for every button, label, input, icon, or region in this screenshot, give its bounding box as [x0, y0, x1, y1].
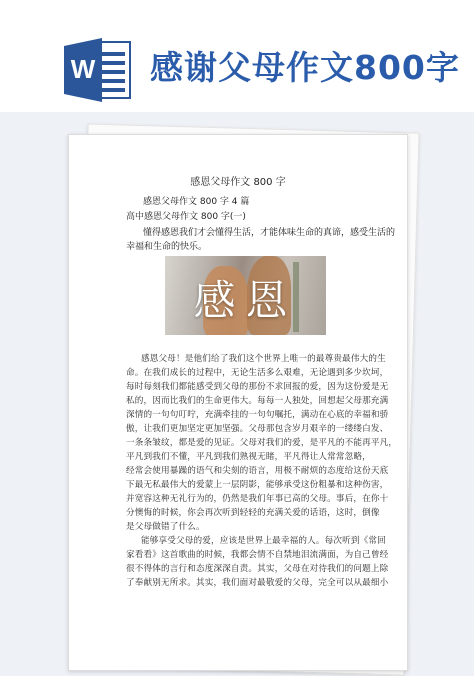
subtitle-line: 高中感恩父母作文 800 字(一) [126, 212, 246, 222]
paragraph-line: 能够享受父母的爱，应该是世界上最幸福的人。每次听到《常回 [141, 536, 386, 546]
document-preview [68, 128, 406, 669]
paragraph-line: 命。在我们成长的过程中，无论生活多么艰难，无论遇到多少坎坷， [126, 368, 389, 378]
document-title: 感恩父母作文 800 字 [190, 177, 286, 188]
banner-title: 感谢父母作文800字 [150, 48, 460, 87]
intro-line: 懂得感恩我们才会懂得生活，才能体味生命的真谛，感受生活的 [143, 228, 396, 238]
paragraph-line: 很不得体的言行和态度深深自责。其实，父母在对待我们的问题上除 [126, 564, 389, 574]
paragraph-line: 家看看》这首歌曲的时候，我都会情不自禁地泪流满面，为自己曾经 [126, 550, 389, 560]
word-icon-letter: W [70, 54, 96, 84]
paragraph-line: 是父母做错了什么。 [126, 522, 205, 532]
paragraph-line: 并宽容这种无礼行为的，仍然是我们年事已高的父母。事后，在你十 [126, 494, 389, 504]
paragraph-line: 傲，让我们更加坚定更加坚强。父母那包含岁月艰辛的一缕缕白发、 [126, 424, 389, 434]
intro-line: 幸福和生命的快乐。 [126, 242, 208, 252]
paragraph-line: 平凡到我们不懂，平凡到我们熟视无睹，平凡得让人常常忽略， [126, 452, 371, 462]
paragraph-line: 感恩父母！是他们给了我们这个世界上唯一的最尊贵最伟大的生 [141, 354, 386, 364]
photo-caption: 感恩 [193, 276, 298, 325]
subtitle-line: 感恩父母作文 800 字 4 篇 [143, 197, 250, 207]
paragraph-line: 经常会使用暴躁的语气和尖刻的语言，用极不耐烦的态度给这份天底 [126, 466, 389, 476]
word-icon [64, 38, 132, 102]
paragraph-line: 一条条皱纹，都是爱的见证。父母对我们的爱，是平凡的不能再平凡， [126, 438, 398, 448]
paragraph-line: 分懊悔的时候，你会再次听到轻轻的充满关爱的话语，这时，倒像 [126, 508, 380, 518]
paragraph-line: 每时每刻我们都能感受到父母的那份不求回报的爱，因为这份爱是无 [126, 382, 389, 392]
document-page [68, 134, 408, 671]
top-banner [0, 0, 474, 112]
paragraph-line: 了奉献别无所求。其实，我们面对最敬爱的父母，完全可以从最细小 [126, 578, 389, 588]
paragraph-line: 深情的一句句叮咛，充满牵挂的一句句嘱托，满动在心底的幸福和骄 [126, 410, 389, 420]
paragraph-line: 私的，因而比我们的生命更伟大。每每一人独处，回想起父母那充满 [126, 396, 389, 406]
gratitude-photo [165, 256, 326, 335]
paragraph-line: 下最无私最伟大的爱蒙上一层阴影，能够承受这份粗暴和这种伤害， [126, 480, 389, 490]
